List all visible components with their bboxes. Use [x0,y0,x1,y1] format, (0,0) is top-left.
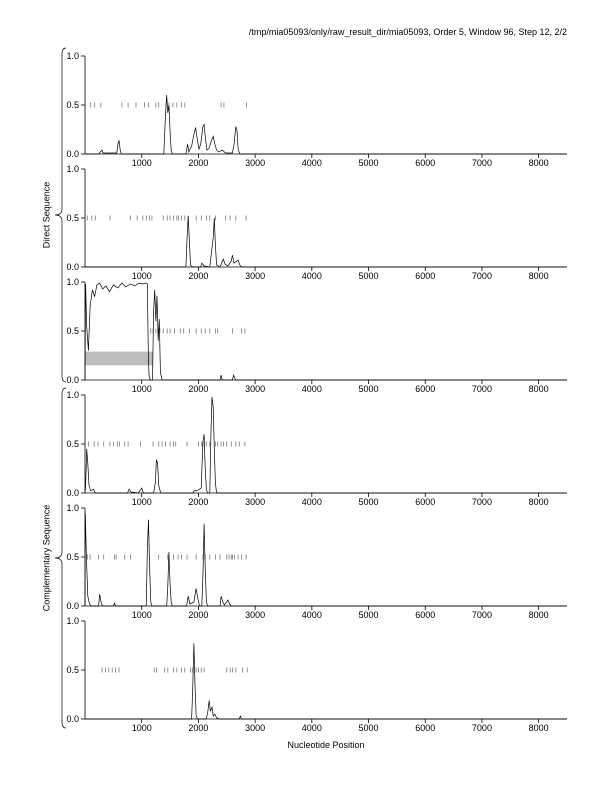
x-tick-label: 3000 [245,271,266,281]
y-tick-label: 0.5 [66,665,79,675]
series-line [85,644,567,720]
y-tick-label: 1.0 [66,164,79,174]
x-tick-label: 6000 [415,723,436,733]
x-tick-label: 2000 [188,158,209,168]
x-tick-label: 1000 [131,723,152,733]
x-tick-label: 6000 [415,610,436,620]
x-tick-label: 3000 [245,384,266,394]
x-tick-label: 4000 [301,384,322,394]
x-tick-label: 3000 [245,723,266,733]
x-tick-label: 5000 [358,497,379,507]
x-tick-label: 4000 [301,158,322,168]
x-tick-label: 4000 [301,723,322,733]
y-tick-label: 0.0 [66,714,79,724]
x-tick-label: 5000 [358,158,379,168]
x-tick-label: 4000 [301,271,322,281]
y-tick-label: 0.5 [66,326,79,336]
x-tick-label: 5000 [358,610,379,620]
x-tick-label: 7000 [471,497,492,507]
x-tick-label: 8000 [528,384,549,394]
x-tick-label: 1000 [131,271,152,281]
y-tick-label: 0.0 [66,488,79,498]
y-tick-label: 0.0 [66,262,79,272]
y-tick-label: 1.0 [66,277,79,287]
direct-sequence-brace [55,48,66,382]
x-tick-label: 1000 [131,610,152,620]
series-line [85,95,567,154]
y-tick-label: 0.0 [66,601,79,611]
x-tick-label: 1000 [131,158,152,168]
series-line [85,283,567,380]
x-tick-label: 6000 [415,384,436,394]
series-line [85,397,567,493]
direct-sequence-label: Direct Sequence [40,181,51,249]
x-tick-label: 4000 [301,497,322,507]
y-tick-label: 0.5 [66,213,79,223]
x-tick-label: 3000 [245,497,266,507]
x-tick-label: 5000 [358,384,379,394]
x-tick-label: 2000 [188,610,209,620]
y-tick-label: 0.0 [66,375,79,385]
x-tick-label: 8000 [528,723,549,733]
x-tick-label: 7000 [471,384,492,394]
x-tick-label: 5000 [358,271,379,281]
x-axis-label: Nucleotide Position [287,740,365,750]
x-tick-label: 3000 [245,158,266,168]
x-tick-label: 6000 [415,497,436,507]
y-tick-label: 0.5 [66,100,79,110]
shaded-region [85,352,153,366]
x-tick-label: 8000 [528,158,549,168]
series-line [85,216,567,267]
x-tick-label: 1000 [131,384,152,394]
series-line [85,513,567,606]
x-tick-label: 3000 [245,610,266,620]
x-tick-label: 4000 [301,610,322,620]
figure-header: /tmp/mia05093/only/raw_result_dir/mia05093, Order 5, Window 96, Step 12, 2/2 [248,27,567,37]
x-tick-label: 8000 [528,497,549,507]
x-tick-label: 2000 [188,723,209,733]
y-tick-label: 0.5 [66,552,79,562]
x-tick-label: 7000 [471,723,492,733]
x-tick-label: 2000 [188,384,209,394]
y-tick-label: 1.0 [66,51,79,61]
x-tick-label: 6000 [415,158,436,168]
x-tick-label: 2000 [188,497,209,507]
x-tick-label: 2000 [188,271,209,281]
x-tick-label: 8000 [528,610,549,620]
complementary-sequence-brace [55,388,66,728]
y-tick-label: 1.0 [66,503,79,513]
y-tick-label: 0.5 [66,439,79,449]
x-tick-label: 7000 [471,610,492,620]
x-tick-label: 6000 [415,271,436,281]
x-tick-label: 7000 [471,158,492,168]
complementary-sequence-label: Complementary Sequence [40,504,51,612]
x-tick-label: 5000 [358,723,379,733]
x-tick-label: 8000 [528,271,549,281]
x-tick-label: 7000 [471,271,492,281]
y-tick-label: 1.0 [66,616,79,626]
x-tick-label: 1000 [131,497,152,507]
y-tick-label: 1.0 [66,390,79,400]
y-tick-label: 0.0 [66,149,79,159]
